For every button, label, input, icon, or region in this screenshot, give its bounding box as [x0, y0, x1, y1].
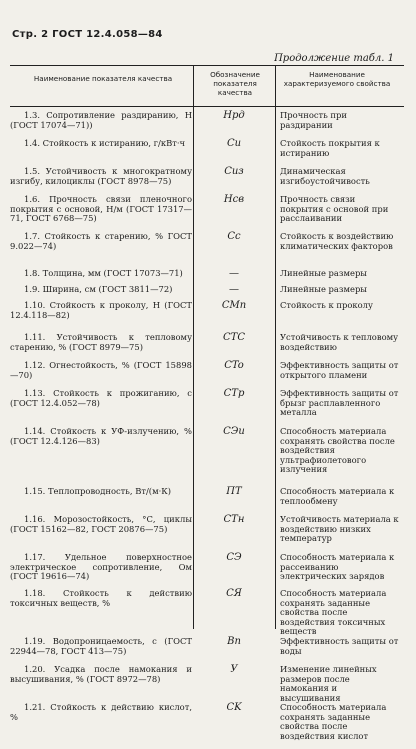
indicator-designation: Cс	[227, 231, 241, 242]
characterized-property: Изменение линейных размеров после намокания и высушивания	[280, 664, 377, 703]
characterized-property: Устойчивость материала к воздействию низких температур	[280, 514, 399, 544]
indicator-designation: Cи	[226, 138, 242, 149]
table-row	[10, 269, 404, 285]
indicator-designation: CTн	[223, 514, 245, 525]
indicator-designation: Bп	[227, 636, 241, 647]
indicator-designation: У	[230, 664, 238, 675]
indicator-designation: CK	[226, 702, 242, 713]
indicator-name: 1.7. Стойкость к старению, % ГОСТ 9.022—74)	[10, 231, 192, 251]
table-row	[10, 637, 404, 665]
table-row	[10, 285, 404, 301]
indicator-name: 1.21. Стойкость к действию кислот, %	[10, 702, 192, 722]
characterized-property: Эффективность защиты от брызг расплавленного металла	[280, 388, 399, 418]
characterized-property: Стойкость покрытия к истиранию	[280, 138, 380, 158]
table-row	[10, 333, 404, 361]
indicator-name: 1.16. Морозостойкость, °С, циклы (ГОСТ 15162—82, ГОСТ 20876—75)	[10, 514, 192, 534]
indicator-name: 1.20. Усадка после намокания и высушивания, % (ГОСТ 8972—78)	[10, 664, 192, 684]
indicator-name: 1.11. Устойчивость к тепловому старению, % (ГОСТ 8979—75)	[10, 332, 192, 352]
indicator-designation: CЭи	[223, 426, 245, 437]
indicator-designation: ПТ	[226, 486, 242, 497]
characterized-property: Эффективность защиты от открытого пламени	[280, 360, 399, 380]
table-row	[10, 111, 404, 139]
characterized-property: Прочность связи покрытия с основой при расслаивании	[280, 194, 389, 224]
indicator-name: 1.14. Стойкость к УФ-излучению, % (ГОСТ 12.4.126—83)	[10, 426, 192, 446]
table-row	[10, 361, 404, 389]
table-row	[10, 487, 404, 515]
indicator-name: 1.6. Прочность связи пленочного покрытия с основой, Н/м (ГОСТ 17317—71, ГОСТ 6768—75)	[10, 194, 192, 224]
column-header-property: Наименование характеризуемого свойства	[283, 70, 391, 88]
indicator-designation: —	[229, 284, 239, 295]
indicator-name: 1.8. Толщина, мм (ГОСТ 17073—71)	[24, 268, 183, 278]
header-divider	[10, 106, 404, 107]
characterized-property: Стойкость к воздействию климатических факторов	[280, 231, 394, 251]
characterized-property: Способность материала сохранять заданные свойства после воздействия токсичных веществ	[280, 588, 387, 637]
characterized-property: Способность материала к теплообмену	[280, 486, 395, 506]
characterized-property: Прочность при раздирании	[280, 110, 347, 130]
indicator-name: 1.19. Водопроницаемость, с (ГОСТ 22944—78, ГОСТ 413—75)	[10, 636, 192, 656]
quality-table	[10, 65, 404, 741]
indicator-name: 1.5. Устойчивость к многократному изгибу, килоциклы (ГОСТ 8978—75)	[10, 166, 192, 186]
indicator-name: 1.3. Сопротивление раздиранию, Н (ГОСТ 17074—71))	[10, 110, 192, 130]
table-row	[10, 389, 404, 427]
indicator-designation: CЭ	[226, 552, 242, 563]
table-row	[10, 515, 404, 553]
characterized-property: Эффективность защиты от воды	[280, 636, 399, 656]
table-row	[10, 167, 404, 195]
indicator-name: 1.13. Стойкость к прожиганию, с (ГОСТ 12.4.052—78)	[10, 388, 192, 408]
indicator-name: 1.4. Стойкость к истиранию, г/кВт·ч	[24, 138, 186, 148]
table-continuation-label: Продолжение табл. 1	[274, 53, 394, 64]
indicator-designation: Cиз	[224, 166, 244, 177]
indicator-name: 1.17. Удельное поверхностное электрическое сопротивление, Ом (ГОСТ 19616—74)	[10, 552, 192, 582]
characterized-property: Способность материала сохранять свойства после воздействия ультрафиолетового излучения	[280, 426, 395, 475]
characterized-property: Способность материала к рассеиванию электрических зарядов	[280, 552, 395, 582]
indicator-designation: CMп	[221, 300, 247, 311]
table-row	[10, 232, 404, 269]
indicator-designation: CTo	[224, 360, 244, 371]
characterized-property: Линейные размеры	[280, 284, 367, 294]
characterized-property: Устойчивость к тепловому воздействию	[280, 332, 399, 352]
indicator-name: 1.12. Огнестойкость, % (ГОСТ 15898—70)	[10, 360, 192, 380]
characterized-property: Динамическая изгибоустойчивость	[280, 166, 370, 186]
indicator-designation: —	[229, 268, 239, 279]
column-header-designation: Обозначение показателя качества	[210, 70, 260, 97]
indicator-designation: Hсв	[223, 194, 245, 205]
characterized-property: Стойкость к проколу	[280, 300, 373, 310]
page-header: Стр. 2 ГОСТ 12.4.058—84	[12, 29, 163, 40]
table-row	[10, 139, 404, 167]
table-row	[10, 589, 404, 637]
table-row	[10, 703, 404, 749]
table-row	[10, 553, 404, 589]
indicator-name: 1.10. Стойкость к проколу, Н (ГОСТ 12.4.118—82)	[10, 300, 192, 320]
indicator-designation: CTC	[223, 332, 245, 343]
indicator-name: 1.9. Ширина, см (ГОСТ 3811—72)	[24, 284, 173, 294]
indicator-designation: Hрд	[223, 110, 245, 121]
table-body	[10, 111, 404, 749]
indicator-designation: CЯ	[226, 588, 242, 599]
table-row	[10, 427, 404, 487]
table-row	[10, 665, 404, 703]
indicator-name: 1.18. Стойкость к действию токсичных веществ, %	[10, 588, 192, 608]
indicator-name: 1.15. Теплопроводность, Вт/(м·К)	[24, 486, 171, 496]
table-row	[10, 301, 404, 333]
characterized-property: Способность материала сохранять заданные свойства после воздействия кислот	[280, 702, 387, 741]
table-row	[10, 195, 404, 232]
characterized-property: Линейные размеры	[280, 268, 367, 278]
column-header-name: Наименование показателя качества	[33, 74, 173, 83]
indicator-designation: CTр	[223, 388, 245, 399]
